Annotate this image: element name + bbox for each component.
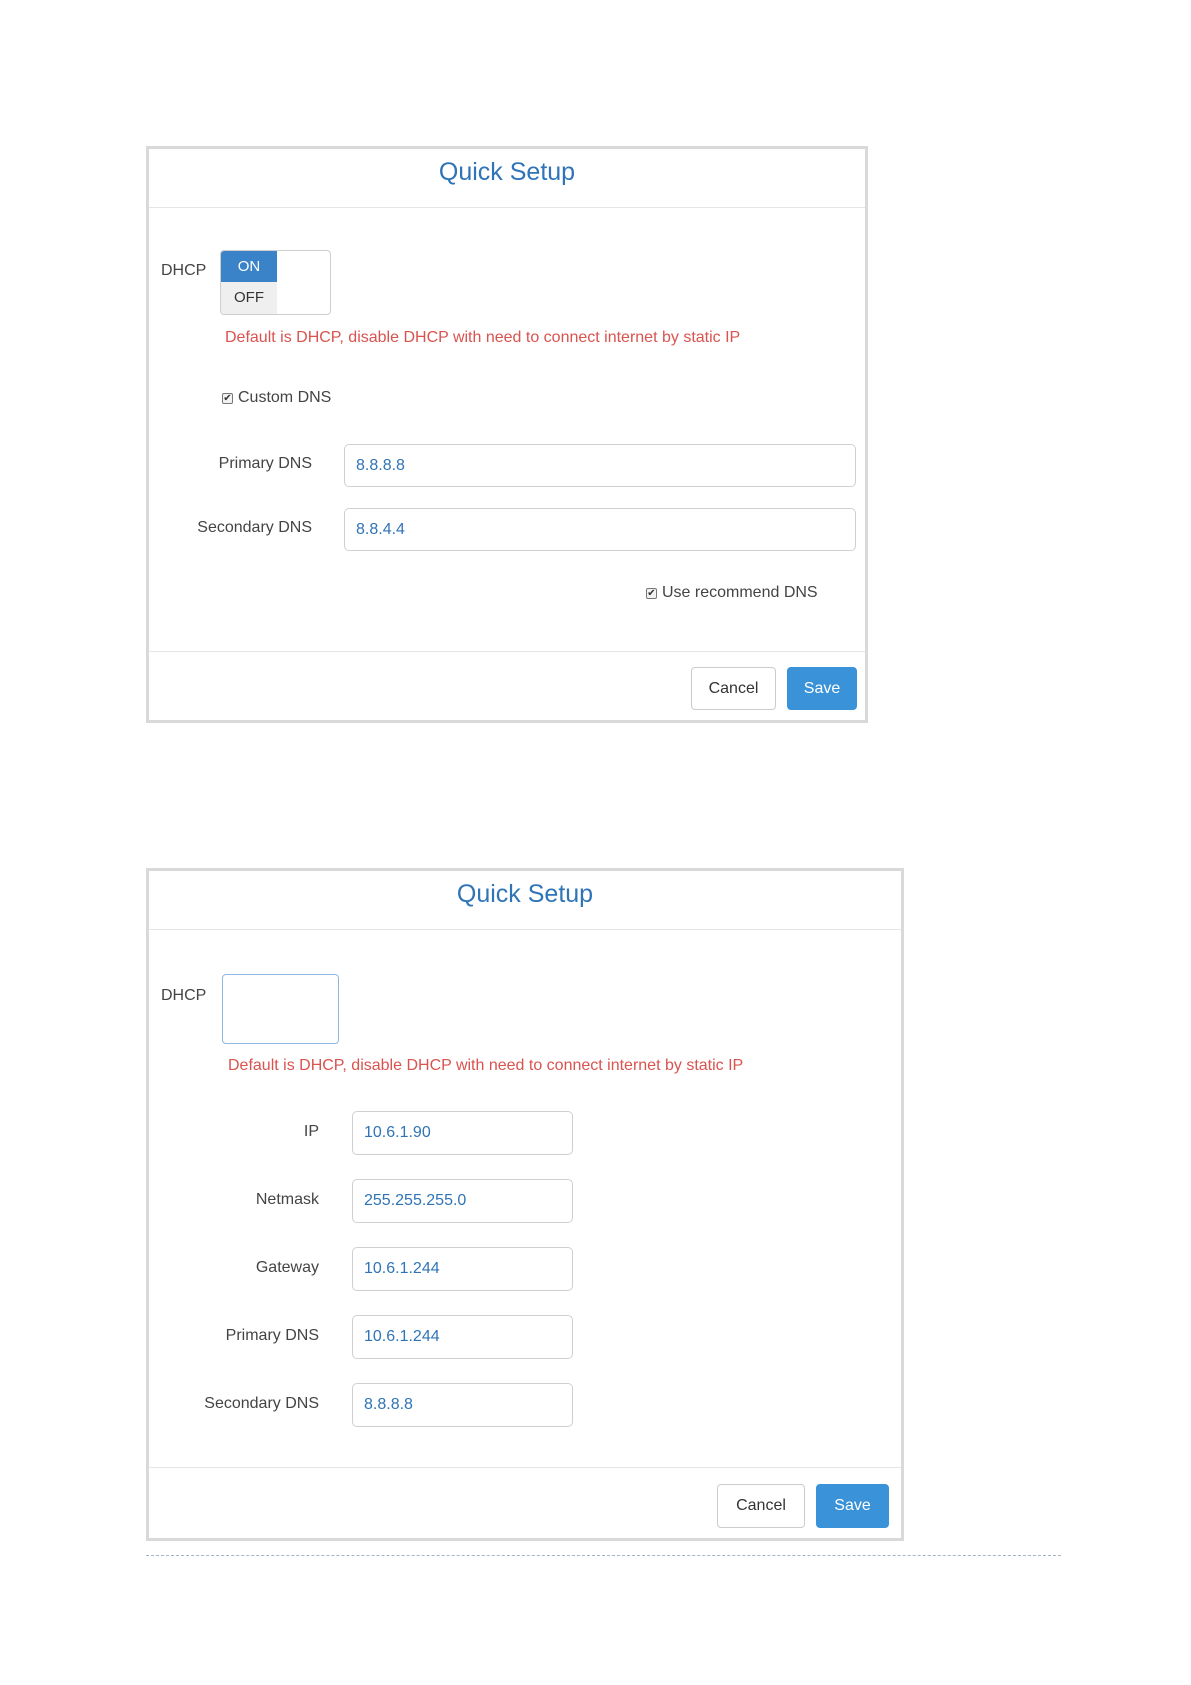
- dhcp-note: Default is DHCP, disable DHCP with need to connect internet by static IP: [225, 329, 741, 346]
- custom-dns-label: Custom DNS: [238, 389, 332, 406]
- primary-dns-label: Primary DNS: [225, 1327, 319, 1344]
- ip-input[interactable]: [352, 1111, 573, 1155]
- dhcp-toggle-off[interactable]: OFF: [221, 282, 277, 314]
- secondary-dns-label: Secondary DNS: [204, 1395, 319, 1412]
- primary-dns-input[interactable]: [352, 1315, 573, 1359]
- gateway-label: Gateway: [255, 1259, 319, 1276]
- footer-divider: [149, 651, 865, 652]
- netmask-label: Netmask: [255, 1191, 319, 1208]
- cancel-button[interactable]: Cancel: [691, 667, 776, 710]
- footer-divider: [149, 1467, 901, 1468]
- secondary-dns-input[interactable]: [344, 508, 856, 551]
- dialog-title: Quick Setup: [149, 871, 901, 930]
- gateway-input[interactable]: [352, 1247, 573, 1291]
- save-button[interactable]: Save: [816, 1484, 889, 1528]
- cancel-button[interactable]: Cancel: [717, 1484, 805, 1528]
- dhcp-note: Default is DHCP, disable DHCP with need to connect internet by static IP: [228, 1057, 744, 1074]
- ip-label: IP: [303, 1123, 319, 1140]
- quick-setup-dialog-dhcp-on: [146, 146, 868, 723]
- recommend-dns-label: Use recommend DNS: [662, 584, 818, 601]
- dhcp-toggle[interactable]: [222, 974, 339, 1044]
- primary-dns-input[interactable]: [344, 444, 856, 487]
- recommend-dns-checkbox[interactable]: ✔: [647, 588, 656, 599]
- page-divider: [146, 1555, 1061, 1556]
- dhcp-label: DHCP: [161, 987, 207, 1004]
- save-button[interactable]: Save: [787, 667, 857, 710]
- primary-dns-label: Primary DNS: [218, 455, 312, 472]
- custom-dns-checkbox[interactable]: ✔: [223, 393, 232, 404]
- secondary-dns-input[interactable]: [352, 1383, 573, 1427]
- quick-setup-dialog-static-ip: [146, 868, 904, 1541]
- dhcp-label: DHCP: [161, 262, 207, 279]
- dhcp-toggle-on[interactable]: ON: [221, 251, 277, 282]
- dialog-title: Quick Setup: [149, 149, 865, 208]
- secondary-dns-label: Secondary DNS: [197, 519, 312, 536]
- dhcp-toggle[interactable]: [220, 250, 331, 315]
- netmask-input[interactable]: [352, 1179, 573, 1223]
